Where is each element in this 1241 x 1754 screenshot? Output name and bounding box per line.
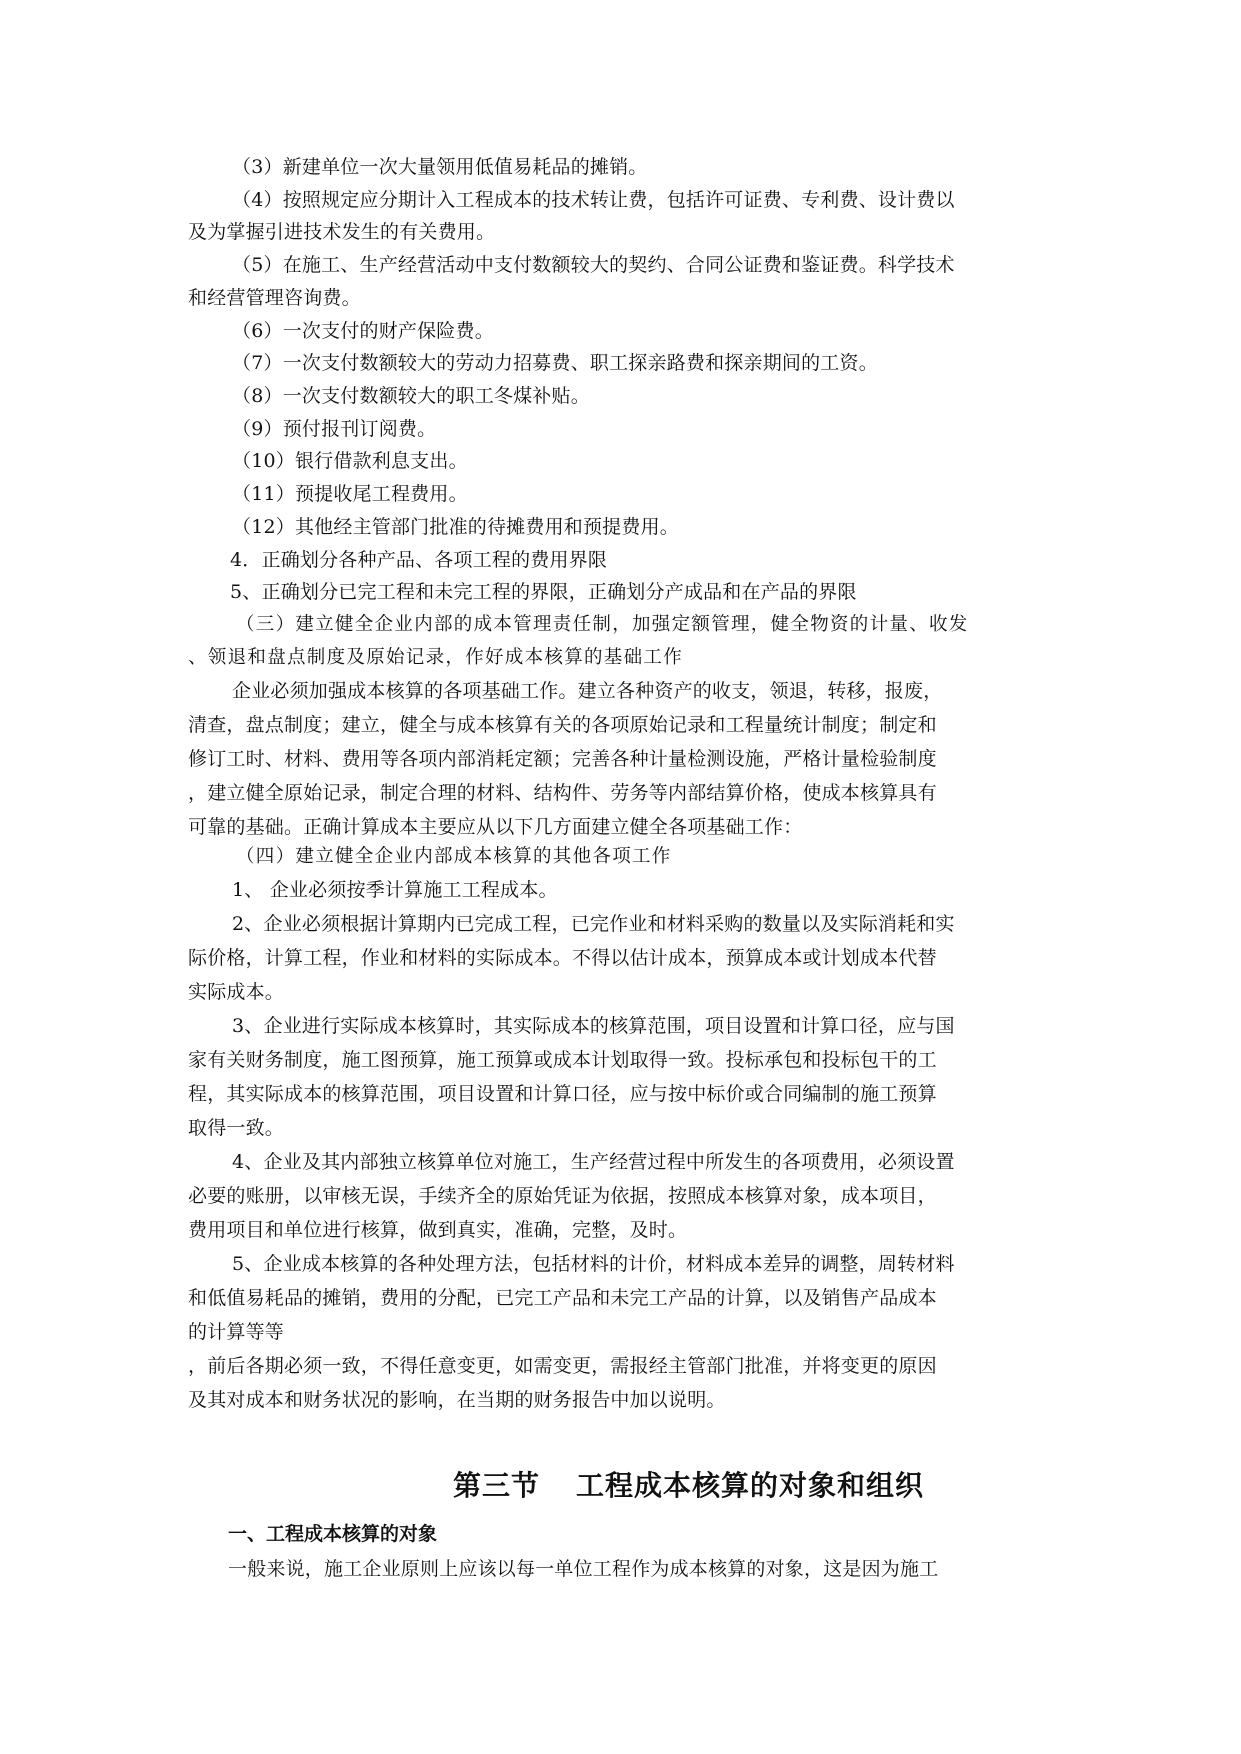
text-line: 2、企业必须根据计算期内已完成工程，已完作业和材料采购的数量以及实际消耗和实 [232, 913, 955, 935]
text-line: 一般来说，施工企业原则上应该以每一单位工程作为成本核算的对象，这是因为施工 [228, 1558, 939, 1580]
sub-section-heading: （四）建立健全企业内部成本核算的其他各项工作 [236, 846, 672, 867]
text-line: （10）银行借款利息支出。 [232, 450, 468, 472]
text-line: （3）新建单位一次大量领用低值易耗品的摊销。 [232, 156, 648, 178]
text-line: 及其对成本和财务状况的影响，在当期的财务报告中加以说明。 [188, 1389, 726, 1411]
text-line: ，建立健全原始记录，制定合理的材料、结构件、劳务等内部结算价格，使成本核算具有 [188, 782, 937, 804]
text-line: （8）一次支付数额较大的职工冬煤补贴。 [232, 385, 590, 407]
section-title-text: 工程成本核算的对象和组织 [576, 1469, 925, 1502]
text-line: 和低值易耗品的摊销，费用的分配，已完工产品和未完工产品的计算，以及销售产品成本 [188, 1287, 937, 1309]
text-line: 际价格，计算工程，作业和材料的实际成本。不得以估计成本，预算成本或计划成本代替 [188, 947, 937, 969]
text-line: ，前后各期必须一致，不得任意变更，如需变更，需报经主管部门批准，并将变更的原因 [188, 1355, 937, 1377]
text-line: 程，其实际成本的核算范围，项目设置和计算口径，应与按中标价或合同编制的施工预算 [188, 1083, 937, 1105]
text-line: （12）其他经主管部门批准的待摊费用和预提费用。 [232, 516, 679, 538]
text-line: （6）一次支付的财产保险费。 [232, 320, 494, 342]
text-line: （7）一次支付数额较大的劳动力招募费、职工探亲路费和探亲期间的工资。 [232, 352, 878, 374]
text-line: （11）预提收尾工程费用。 [232, 483, 468, 505]
text-line: 3、企业进行实际成本核算时，其实际成本的核算范围，项目设置和计算口径，应与国 [232, 1015, 955, 1037]
text-line: 4．正确划分各种产品、各项工程的费用界限 [230, 549, 608, 571]
text-line: 1、 企业必须按季计算施工工程成本。 [232, 879, 558, 901]
section-title [453, 1468, 924, 1504]
text-line: 5、企业成本核算的各种处理方法，包括材料的计价，材料成本差异的调整，周转材料 [232, 1253, 955, 1275]
text-line: 修订工时、材料、费用等各项内部消耗定额；完善各种计量检测设施，严格计量检验制度 [188, 748, 937, 770]
text-line: （4）按照规定应分期计入工程成本的技术转让费，包括许可证费、专利费、设计费以 [232, 189, 955, 211]
text-line: 的计算等等 [188, 1321, 285, 1343]
text-line: 清查，盘点制度；建立，健全与成本核算有关的各项原始记录和工程量统计制度；制定和 [188, 714, 937, 736]
text-line: 5、正确划分已完工程和未完工程的界限，正确划分产成品和在产品的界限 [230, 581, 857, 603]
text-line: 家有关财务制度，施工图预算，施工预算或成本计划取得一致。投标承包和投标包干的工 [188, 1049, 937, 1071]
text-line: 必要的账册，以审核无误，手续齐全的原始凭证为依据，按照成本核算对象，成本项目， [188, 1185, 937, 1207]
text-line: 4、企业及其内部独立核算单位对施工，生产经营过程中所发生的各项费用，必须设置 [232, 1151, 955, 1173]
sub-section-heading: 、领退和盘点制度及原始记录，作好成本核算的基础工作 [188, 647, 684, 668]
text-line: 和经营管理咨询费。 [188, 287, 361, 309]
text-line: 费用项目和单位进行核算，做到真实，准确，完整，及时。 [188, 1219, 688, 1241]
sub-section-heading: （三）建立健全企业内部的成本管理责任制，加强定额管理，健全物资的计量、收发 [236, 614, 969, 635]
section-number: 第三节 [453, 1469, 541, 1502]
text-line: （9）预付报刊订阅费。 [232, 418, 437, 440]
subheading: 一、工程成本核算的对象 [228, 1523, 438, 1545]
text-line: 实际成本。 [188, 981, 285, 1003]
text-line: 可靠的基础。正确计算成本主要应从以下几方面建立健全各项基础工作： [188, 816, 803, 838]
text-line: 取得一致。 [188, 1117, 285, 1139]
text-line: 企业必须加强成本核算的各项基础工作。建立各种资产的收支，领退，转移，报废， [232, 680, 943, 702]
text-line: （5）在施工、生产经营活动中支付数额较大的契约、合同公证费和鉴证费。科学技术 [232, 254, 955, 276]
text-line: 及为掌握引进技术发生的有关费用。 [188, 221, 496, 243]
